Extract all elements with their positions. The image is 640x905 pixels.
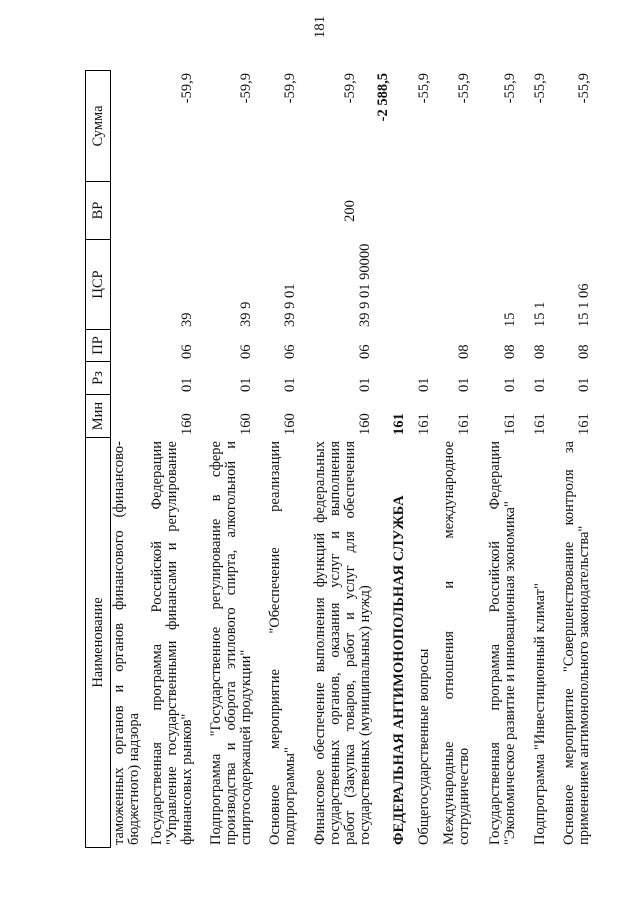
- pr-code: 08: [502, 344, 518, 359]
- row-name: [417, 441, 432, 845]
- header-rz: Рз: [86, 361, 110, 394]
- row-name: [533, 441, 548, 845]
- rz-code: 01: [576, 377, 592, 392]
- sum-value: -55,9: [532, 73, 548, 104]
- rz-code: 01: [416, 377, 432, 392]
- rz-code: 01: [502, 377, 518, 392]
- sum-value: -59,9: [238, 73, 254, 104]
- row-name: [488, 441, 518, 845]
- row-name: [112, 441, 142, 845]
- rz-code: 01: [179, 377, 195, 392]
- min-code: 161: [576, 413, 592, 435]
- header-name: Наименование: [86, 437, 110, 847]
- row-name: [313, 441, 373, 845]
- sum-value: -55,9: [502, 73, 518, 104]
- header-sum: Сумма: [89, 105, 106, 147]
- csr-code: 15 1: [532, 301, 548, 327]
- row-name-line: подпрограммы": [282, 747, 298, 845]
- sum-value: -59,9: [179, 73, 195, 104]
- row-name-line: "Управление государственными финансами и регулирование: [164, 441, 180, 845]
- row-name-line: сотрудничество: [456, 747, 472, 845]
- csr-code: 15 1 06: [576, 283, 592, 327]
- pr-code: 08: [532, 344, 548, 359]
- row-name-line: финансовых рынков": [179, 713, 195, 845]
- rz-code: 01: [357, 377, 373, 392]
- row-name: [442, 441, 472, 845]
- sum-value: -55,9: [576, 73, 592, 104]
- sum-value: -59,9: [282, 73, 298, 104]
- min-code: 161: [502, 413, 518, 435]
- page-number: 181: [312, 15, 328, 39]
- row-name-line: Международные отношения и международное: [441, 441, 457, 845]
- sum-value: -59,9: [342, 73, 358, 104]
- csr-code: 39 9: [238, 301, 254, 327]
- rz-code: 01: [456, 377, 472, 392]
- row-name: [268, 441, 298, 845]
- row-name-line: таможенных органов и органов финансового (финансово-: [111, 441, 127, 845]
- row-name-line: Государственная программа Российской Федерации: [487, 441, 503, 845]
- sum-value: -55,9: [456, 73, 472, 104]
- table-header: [85, 70, 111, 848]
- min-code: 161: [391, 413, 407, 435]
- min-code: 160: [238, 413, 254, 435]
- rz-code: 01: [238, 377, 254, 392]
- row-name-line: государственных (муниципальных) нужд): [357, 585, 373, 845]
- min-code: 161: [416, 413, 432, 435]
- row-name-line: Основное мероприятие "Совершенствование контроля за: [561, 441, 577, 845]
- row-name: [150, 441, 195, 845]
- row-name-line: Подпрограмма "Инвестиционный климат": [532, 583, 548, 845]
- rz-code: 01: [532, 377, 548, 392]
- row-name-line: Государственная программа Российской Федерации: [149, 441, 165, 845]
- rz-code: 01: [282, 377, 298, 392]
- row-name-line: спиртосодержащей продукции": [238, 649, 254, 845]
- pr-code: 08: [576, 344, 592, 359]
- header-pr: ПР: [86, 329, 110, 361]
- csr-code: 39 9 01: [282, 283, 298, 327]
- pr-code: 06: [357, 344, 373, 359]
- min-code: 160: [357, 413, 373, 435]
- pr-code: 06: [179, 344, 195, 359]
- row-name-line: производства и оборота этилового спирта, алкогольной и: [223, 441, 239, 845]
- row-name-line: применением антимонопольного законодательства": [576, 525, 592, 845]
- row-name: [209, 441, 254, 845]
- pr-code: 08: [456, 344, 472, 359]
- pr-code: 06: [282, 344, 298, 359]
- csr-code: 39: [179, 312, 195, 327]
- row-name-line: Общегосударственные вопросы: [416, 648, 432, 845]
- min-code: 161: [532, 413, 548, 435]
- row-name: [562, 441, 592, 845]
- row-name-line: Подпрограмма "Государственное регулирование в сфере: [208, 441, 224, 845]
- vr-code: 200: [342, 200, 358, 222]
- min-code: 160: [282, 413, 298, 435]
- csr-code: 39 9 01 90000: [357, 243, 373, 327]
- header-min: Мин: [86, 394, 110, 437]
- sum-value: -2 588,5: [375, 73, 391, 122]
- pr-code: 06: [238, 344, 254, 359]
- row-name-line: работ (Закупка товаров, работ и услуг для обеспечения: [342, 441, 358, 845]
- row-name-line: ФЕДЕРАЛЬНАЯ АНТИМОНОПОЛЬНАЯ СЛУЖБА: [391, 495, 407, 845]
- csr-code: 15: [502, 312, 518, 327]
- header-csr: ЦСР: [86, 239, 110, 329]
- row-name-line: "Экономическое развитие и инновационная экономика": [502, 501, 518, 845]
- row-name-line: бюджетного) надзора: [126, 712, 142, 845]
- sum-value: -55,9: [416, 73, 432, 104]
- row-name-line: государственных органов, оказания услуг и выполнения: [327, 441, 343, 845]
- row-name-line: Основное мероприятие "Обеспечение реализации: [267, 441, 283, 845]
- row-name-line: Финансовое обеспечение выполнения функций федеральных: [312, 441, 328, 845]
- row-name: [392, 441, 407, 845]
- header-vr: ВР: [86, 181, 110, 239]
- min-code: 161: [456, 413, 472, 435]
- min-code: 160: [179, 413, 195, 435]
